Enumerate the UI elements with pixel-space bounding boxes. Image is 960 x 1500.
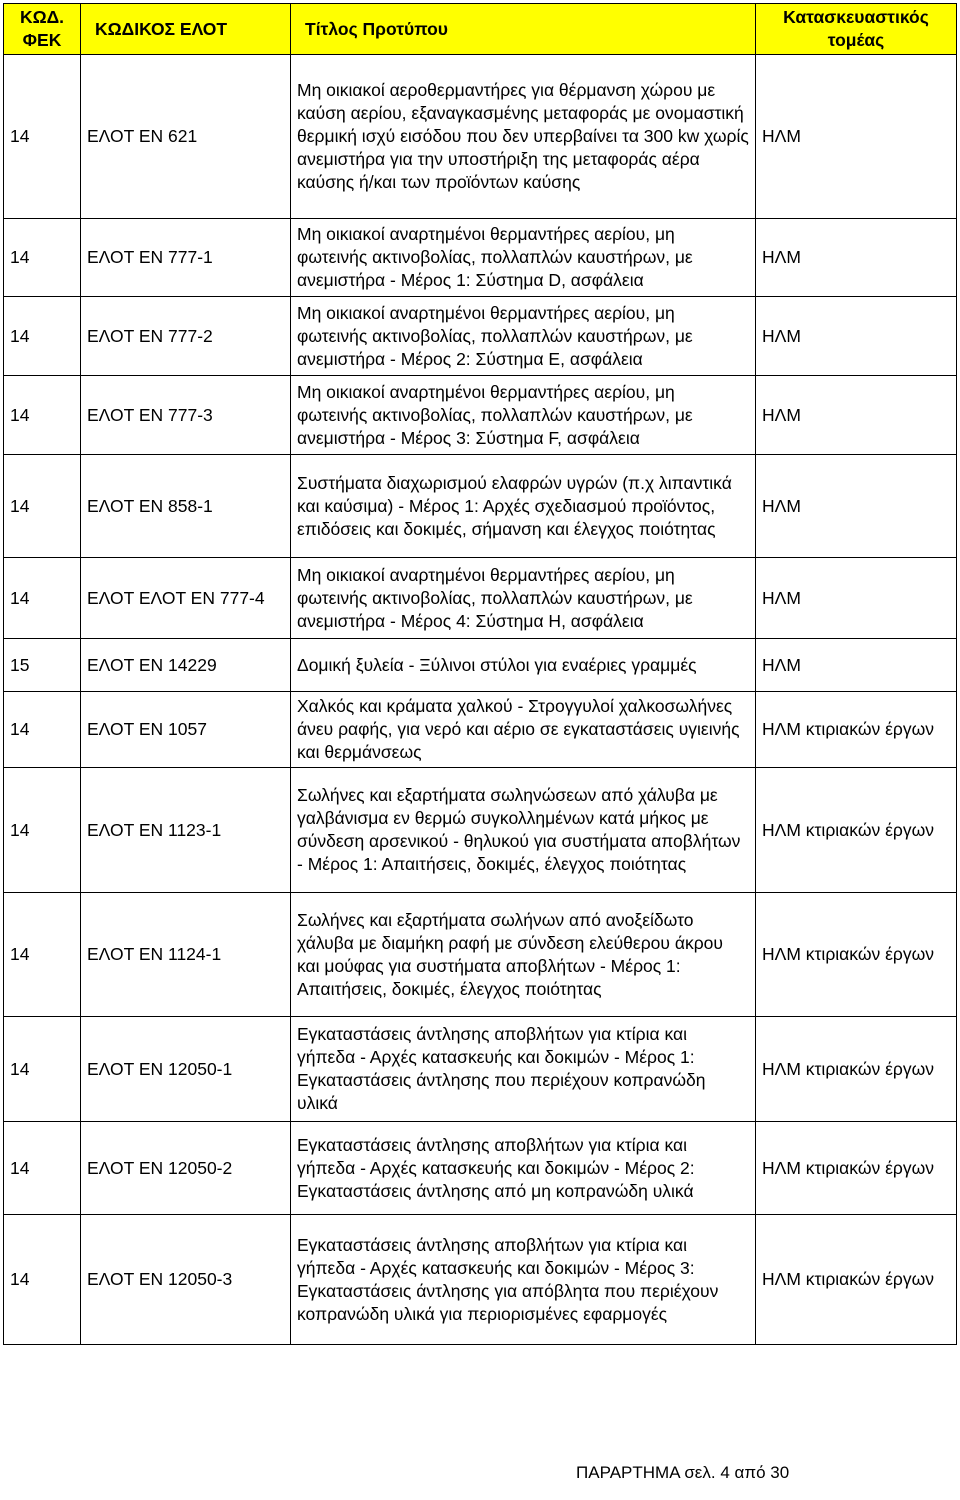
title-cell: Σωλήνες και εξαρτήματα σωληνώσεων από χάλυβα με γαλβάνισμα εν θερμώ συγκολλημένων κατά μήκος με σύνδεση αρσενικού - θηλυκού για συστήματα αποβλήτων - Μέρος 1: Απαιτήσεις, δοκιμές, έλεγχος ποιότητας <box>291 768 756 893</box>
sector-cell: ΗΛΜ <box>756 639 957 692</box>
elot-code-cell: ΕΛΟΤ ΕΝ 777-3 <box>81 376 291 455</box>
fek-cell: 14 <box>4 692 81 768</box>
table-row <box>4 455 957 558</box>
table-row <box>4 558 957 639</box>
title-cell: Χαλκός και κράματα χαλκού - Στρογγυλοί χαλκοσωλήνες άνευ ραφής, για νερό και αέριο σε εγκαταστάσεις υγιεινής και θερμάνσεως <box>291 692 756 768</box>
sector-cell: ΗΛΜ <box>756 376 957 455</box>
elot-code-cell: ΕΛΟΤ ΕΝ 12050-3 <box>81 1215 291 1345</box>
sector-cell: ΗΛΜ κτιριακών έργων <box>756 1017 957 1122</box>
elot-code-cell: ΕΛΟΤ ΕΝ 621 <box>81 55 291 219</box>
table-row <box>4 55 957 219</box>
fek-cell: 14 <box>4 55 81 219</box>
header-fek: ΚΩΔ. ΦΕΚ <box>4 4 81 55</box>
standards-table <box>3 3 957 1345</box>
title-cell: Σωλήνες και εξαρτήματα σωλήνων από ανοξείδωτο χάλυβα με διαμήκη ραφή με σύνδεση ελεύθερου άκρου και μούφας για συστήματα αποβλήτων - Μέρος 1: Απαιτήσεις, δοκιμές, έλεγχος ποιότητας <box>291 893 756 1017</box>
fek-cell: 14 <box>4 1122 81 1215</box>
elot-code-cell: ΕΛΟΤ ΕΝ 1123-1 <box>81 768 291 893</box>
table-row <box>4 1215 957 1345</box>
table-row <box>4 219 957 297</box>
table-row <box>4 1122 957 1215</box>
title-cell: Δομική ξυλεία - Ξύλινοι στύλοι για εναέριες γραμμές <box>291 639 756 692</box>
header-elot-code: ΚΩΔΙΚΟΣ ΕΛΟΤ <box>81 4 291 55</box>
fek-cell: 14 <box>4 1017 81 1122</box>
title-cell: Εγκαταστάσεις άντλησης αποβλήτων για κτίρια και γήπεδα - Αρχές κατασκευής και δοκιμών - Μέρος 3: Εγκαταστάσεις άντλησης για απόβλητα που περιέχουν κοπρανώδη υλικά για περιορισμένες εφαρμογές <box>291 1215 756 1345</box>
fek-cell: 14 <box>4 376 81 455</box>
elot-code-cell: ΕΛΟΤ ΕΝ 777-2 <box>81 297 291 376</box>
header-standard-title: Τίτλος Προτύπου <box>291 4 756 55</box>
title-cell: Μη οικιακοί αναρτημένοι θερμαντήρες αερίου, μη φωτεινής ακτινοβολίας, πολλαπλών καυστήρων, με ανεμιστήρα - Μέρος 3: Σύστημα F, ασφάλεια <box>291 376 756 455</box>
table-row <box>4 297 957 376</box>
table-row <box>4 768 957 893</box>
elot-code-cell: ΕΛΟΤ ΕΝ 12050-1 <box>81 1017 291 1122</box>
elot-code-cell: ΕΛΟΤ ΕΝ 858-1 <box>81 455 291 558</box>
sector-cell: ΗΛΜ <box>756 297 957 376</box>
elot-code-cell: ΕΛΟΤ ΕΝ 12050-2 <box>81 1122 291 1215</box>
fek-cell: 14 <box>4 768 81 893</box>
header-sector: Κατασκευαστικός τομέας <box>756 4 957 55</box>
fek-cell: 15 <box>4 639 81 692</box>
table-row <box>4 376 957 455</box>
elot-code-cell: ΕΛΟΤ ΕΝ 1057 <box>81 692 291 768</box>
table-row <box>4 1017 957 1122</box>
title-cell: Εγκαταστάσεις άντλησης αποβλήτων για κτίρια και γήπεδα - Αρχές κατασκευής και δοκιμών - Μέρος 1: Εγκαταστάσεις άντλησης που περιέχουν κοπρανώδη υλικά <box>291 1017 756 1122</box>
sector-cell: ΗΛΜ κτιριακών έργων <box>756 692 957 768</box>
elot-code-cell: ΕΛΟΤ ΕΛΟΤ ΕΝ 777-4 <box>81 558 291 639</box>
sector-cell: ΗΛΜ κτιριακών έργων <box>756 1215 957 1345</box>
title-cell: Μη οικιακοί αναρτημένοι θερμαντήρες αερίου, μη φωτεινής ακτινοβολίας, πολλαπλών καυστήρων, με ανεμιστήρα - Μέρος 2: Σύστημα Ε, ασφάλεια <box>291 297 756 376</box>
title-cell: Εγκαταστάσεις άντλησης αποβλήτων για κτίρια και γήπεδα - Αρχές κατασκευής και δοκιμών - Μέρος 2: Εγκαταστάσεις άντλησης από μη κοπρανώδη υλικά <box>291 1122 756 1215</box>
elot-code-cell: ΕΛΟΤ ΕΝ 1124-1 <box>81 893 291 1017</box>
elot-code-cell: ΕΛΟΤ ΕΝ 777-1 <box>81 219 291 297</box>
sector-cell: ΗΛΜ <box>756 455 957 558</box>
page-footer: ΠΑΡΑΡΤΗΜΑ σελ. 4 από 30 <box>576 1463 790 1482</box>
fek-cell: 14 <box>4 455 81 558</box>
table-row <box>4 893 957 1017</box>
sector-cell: ΗΛΜ κτιριακών έργων <box>756 1122 957 1215</box>
fek-cell: 14 <box>4 1215 81 1345</box>
fek-cell: 14 <box>4 219 81 297</box>
sector-cell: ΗΛΜ <box>756 55 957 219</box>
sector-cell: ΗΛΜ <box>756 219 957 297</box>
fek-cell: 14 <box>4 893 81 1017</box>
sector-cell: ΗΛΜ <box>756 558 957 639</box>
elot-code-cell: ΕΛΟΤ ΕΝ 14229 <box>81 639 291 692</box>
fek-cell: 14 <box>4 297 81 376</box>
fek-cell: 14 <box>4 558 81 639</box>
table-row <box>4 692 957 768</box>
title-cell: Συστήματα διαχωρισμού ελαφρών υγρών (π.χ λιπαντικά και καύσιμα) - Μέρος 1: Αρχές σχεδιασμού προϊόντος, επιδόσεις και δοκιμές, σήμανση και έλεγχος ποιότητας <box>291 455 756 558</box>
table-header-row <box>4 4 957 55</box>
sector-cell: ΗΛΜ κτιριακών έργων <box>756 768 957 893</box>
title-cell: Μη οικιακοί αναρτημένοι θερμαντήρες αερίου, μη φωτεινής ακτινοβολίας, πολλαπλών καυστήρων, με ανεμιστήρα - Μέρος 4: Σύστημα Η, ασφάλεια <box>291 558 756 639</box>
table-row <box>4 639 957 692</box>
title-cell: Μη οικιακοί αεροθερμαντήρες για θέρμανση χώρου με καύση αερίου, εξαναγκασμένης μεταφοράς με ονομαστική θερμική ισχύ εισόδου που δεν υπερβαίνει τα 300 kw χωρίς ανεμιστήρα για την υποστήριξη της μεταφοράς αέρα καύσης ή/και των προϊόντων καύσης <box>291 55 756 219</box>
title-cell: Μη οικιακοί αναρτημένοι θερμαντήρες αερίου, μη φωτεινής ακτινοβολίας, πολλαπλών καυστήρων, με ανεμιστήρα - Μέρος 1: Σύστημα D, ασφάλεια <box>291 219 756 297</box>
sector-cell: ΗΛΜ κτιριακών έργων <box>756 893 957 1017</box>
